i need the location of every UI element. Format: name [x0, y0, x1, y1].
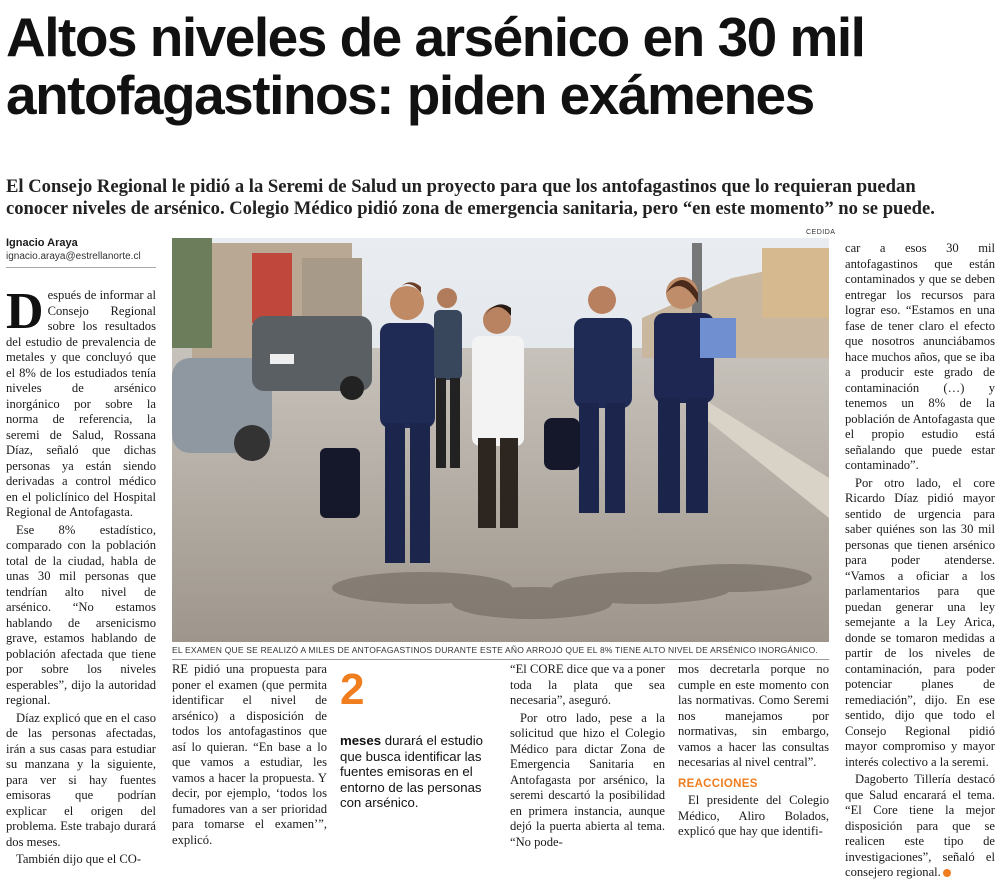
paragraph: RE pidió una propuesta para poner el examen (que permita identificar el nivel de arsénico) a disposición de todos los antofagastinos que así lo quieran. “En base a lo que vamos a estudiar, les vamos a hacer la propuesta. Y decir, por ejemplo, ‘todos los fumadores van a ser prioridad para tomarse el examen’”, explicó. [172, 662, 327, 847]
pull-quote-number: 2 [340, 665, 365, 714]
author-name: Ignacio Araya [6, 237, 78, 249]
pull-quote-text: durará el estudio que busca identificar las fuentes emisoras en el entorno de las personas con arsénico. [340, 733, 483, 810]
street-scene-illustration [172, 238, 829, 642]
paragraph: Díaz explicó que en el caso de las personas afectadas, irán a sus casas para estudiar su manzana y la siguiente, para ver si hay fuentes emisoras que podrían explicar el origen del problema. Este trabajo durará dos meses. [6, 710, 156, 849]
pull-quote-lead: meses [340, 733, 382, 748]
headline-line-2: antofagastinos: piden exámenes [6, 64, 814, 126]
deck-subtitle [6, 176, 996, 220]
article-column-5 [845, 241, 995, 883]
paragraph: Por otro lado, el core Ricardo Díaz pidió mayor sentido de urgencia para saber quiénes son las 30 mil personas que tienen arsénico para poder atenderse. “Vamos a oficiar a los parlamentarios para que puedan generar una ley semejante a la Ley Arica, donde se tomaron medidas a partir de los niveles de contaminación, para poder potenciar planes de remediación”, dijo. En ese sentido, dijo que todo el Consejo Regional pidió mayor compromiso y mayor interés colectivo a la seremi. [845, 475, 995, 769]
paragraph-text: Dagoberto Tillería destacó que Salud encarará el tema. “El Core tiene la mejor disposición para que se realicen este tipo de investigaciones”, señaló el consejero regional. [845, 772, 995, 879]
headline [6, 8, 996, 124]
paragraph: “El CORE dice que va a poner toda la plata que sea necesaria”, aseguró. [510, 662, 665, 707]
paragraph-text: espués de informar al Consejo Regional sobre los resultados del estudio de prevalencia de metales y que concluyó que el 8% de los estudiados tenía niveles de arsénico inorgánico por sobre la norma de referencia, la seremi de Salud, Rossana Díaz, señaló que dichas personas ya están siendo derivadas a control médico en el policlínico del Hospital Regional de Antofagasta. [6, 288, 156, 519]
paragraph: También dijo que el CO- [16, 852, 142, 866]
paragraph: Por otro lado, pese a la solicitud que hizo el Colegio Médico para dictar Zona de Emergencia Sanitaria en Antofagasta por arsénico, la seremi descartó la posibilidad en primera instancia, aunque dejó la puerta abierta al tema. “No pode- [510, 710, 665, 849]
pull-quote [340, 733, 500, 811]
drop-cap: D [6, 283, 44, 340]
photo-credit: CEDIDA [806, 229, 836, 236]
paragraph: mos decretarla porque no cumple en este momento con las normativas. Como Seremi nos manejamos por normativas, sin embargo, vamos a hacer las consultas necesarias al nivel central”. [678, 662, 829, 769]
news-photo [172, 238, 829, 642]
article-column-1 [6, 283, 156, 870]
headline-line-1: Altos niveles de arsénico en 30 mil [6, 6, 865, 68]
paragraph: Ese 8% estadístico, comparado con la población total de la ciudad, habla de unas 30 mil personas que tendrían alto nivel de arsénico. “No estamos hablando de arsenicismo grave, estamos hablando de población afectada que tiene por sobre los niveles esperables”, dijo la autoridad regional. [6, 522, 156, 707]
deck-line-1: El Consejo Regional le pidió a la Seremi de Salud un proyecto para que los antofagastinos que lo requieran puedan [6, 176, 916, 197]
photo-caption: EL EXAMEN QUE SE REALIZÓ A MILES DE ANTOFAGASTINOS DURANTE ESTE AÑO ARROJÓ QUE EL 8% TIENE ALTO NIVEL DE ARSÉNICO INORGÁNICO. [172, 645, 829, 660]
deck-line-2: conocer niveles de arsénico. Colegio Médico pidió zona de emergencia sanitaria, pero “en este momento” no se puede. [6, 198, 935, 219]
article-column-3 [510, 662, 665, 852]
paragraph [6, 283, 156, 521]
end-mark-icon [943, 869, 951, 877]
paragraph: car a esos 30 mil antofagastinos que están contaminados y que se deben entregar los recursos para lograr eso. “Estamos en una fase de tener claro el efecto que nosotros anunciábamos hace muchos años, que se iba a producir este grado de contaminación (…) y tenemos un 8% de la población de Antofagasta que el propio estudio está señalando que puede estar contaminado”. [845, 241, 995, 472]
paragraph [845, 772, 995, 881]
article-column-2 [172, 662, 327, 850]
section-subhead: REACCIONES [678, 777, 758, 790]
byline [6, 237, 156, 268]
author-email[interactable]: ignacio.araya@estrellanorte.cl [6, 251, 141, 262]
article-column-4 [678, 662, 829, 842]
paragraph: El presidente del Colegio Médico, Aliro Bolados, explicó que hay que identifi- [678, 793, 829, 838]
